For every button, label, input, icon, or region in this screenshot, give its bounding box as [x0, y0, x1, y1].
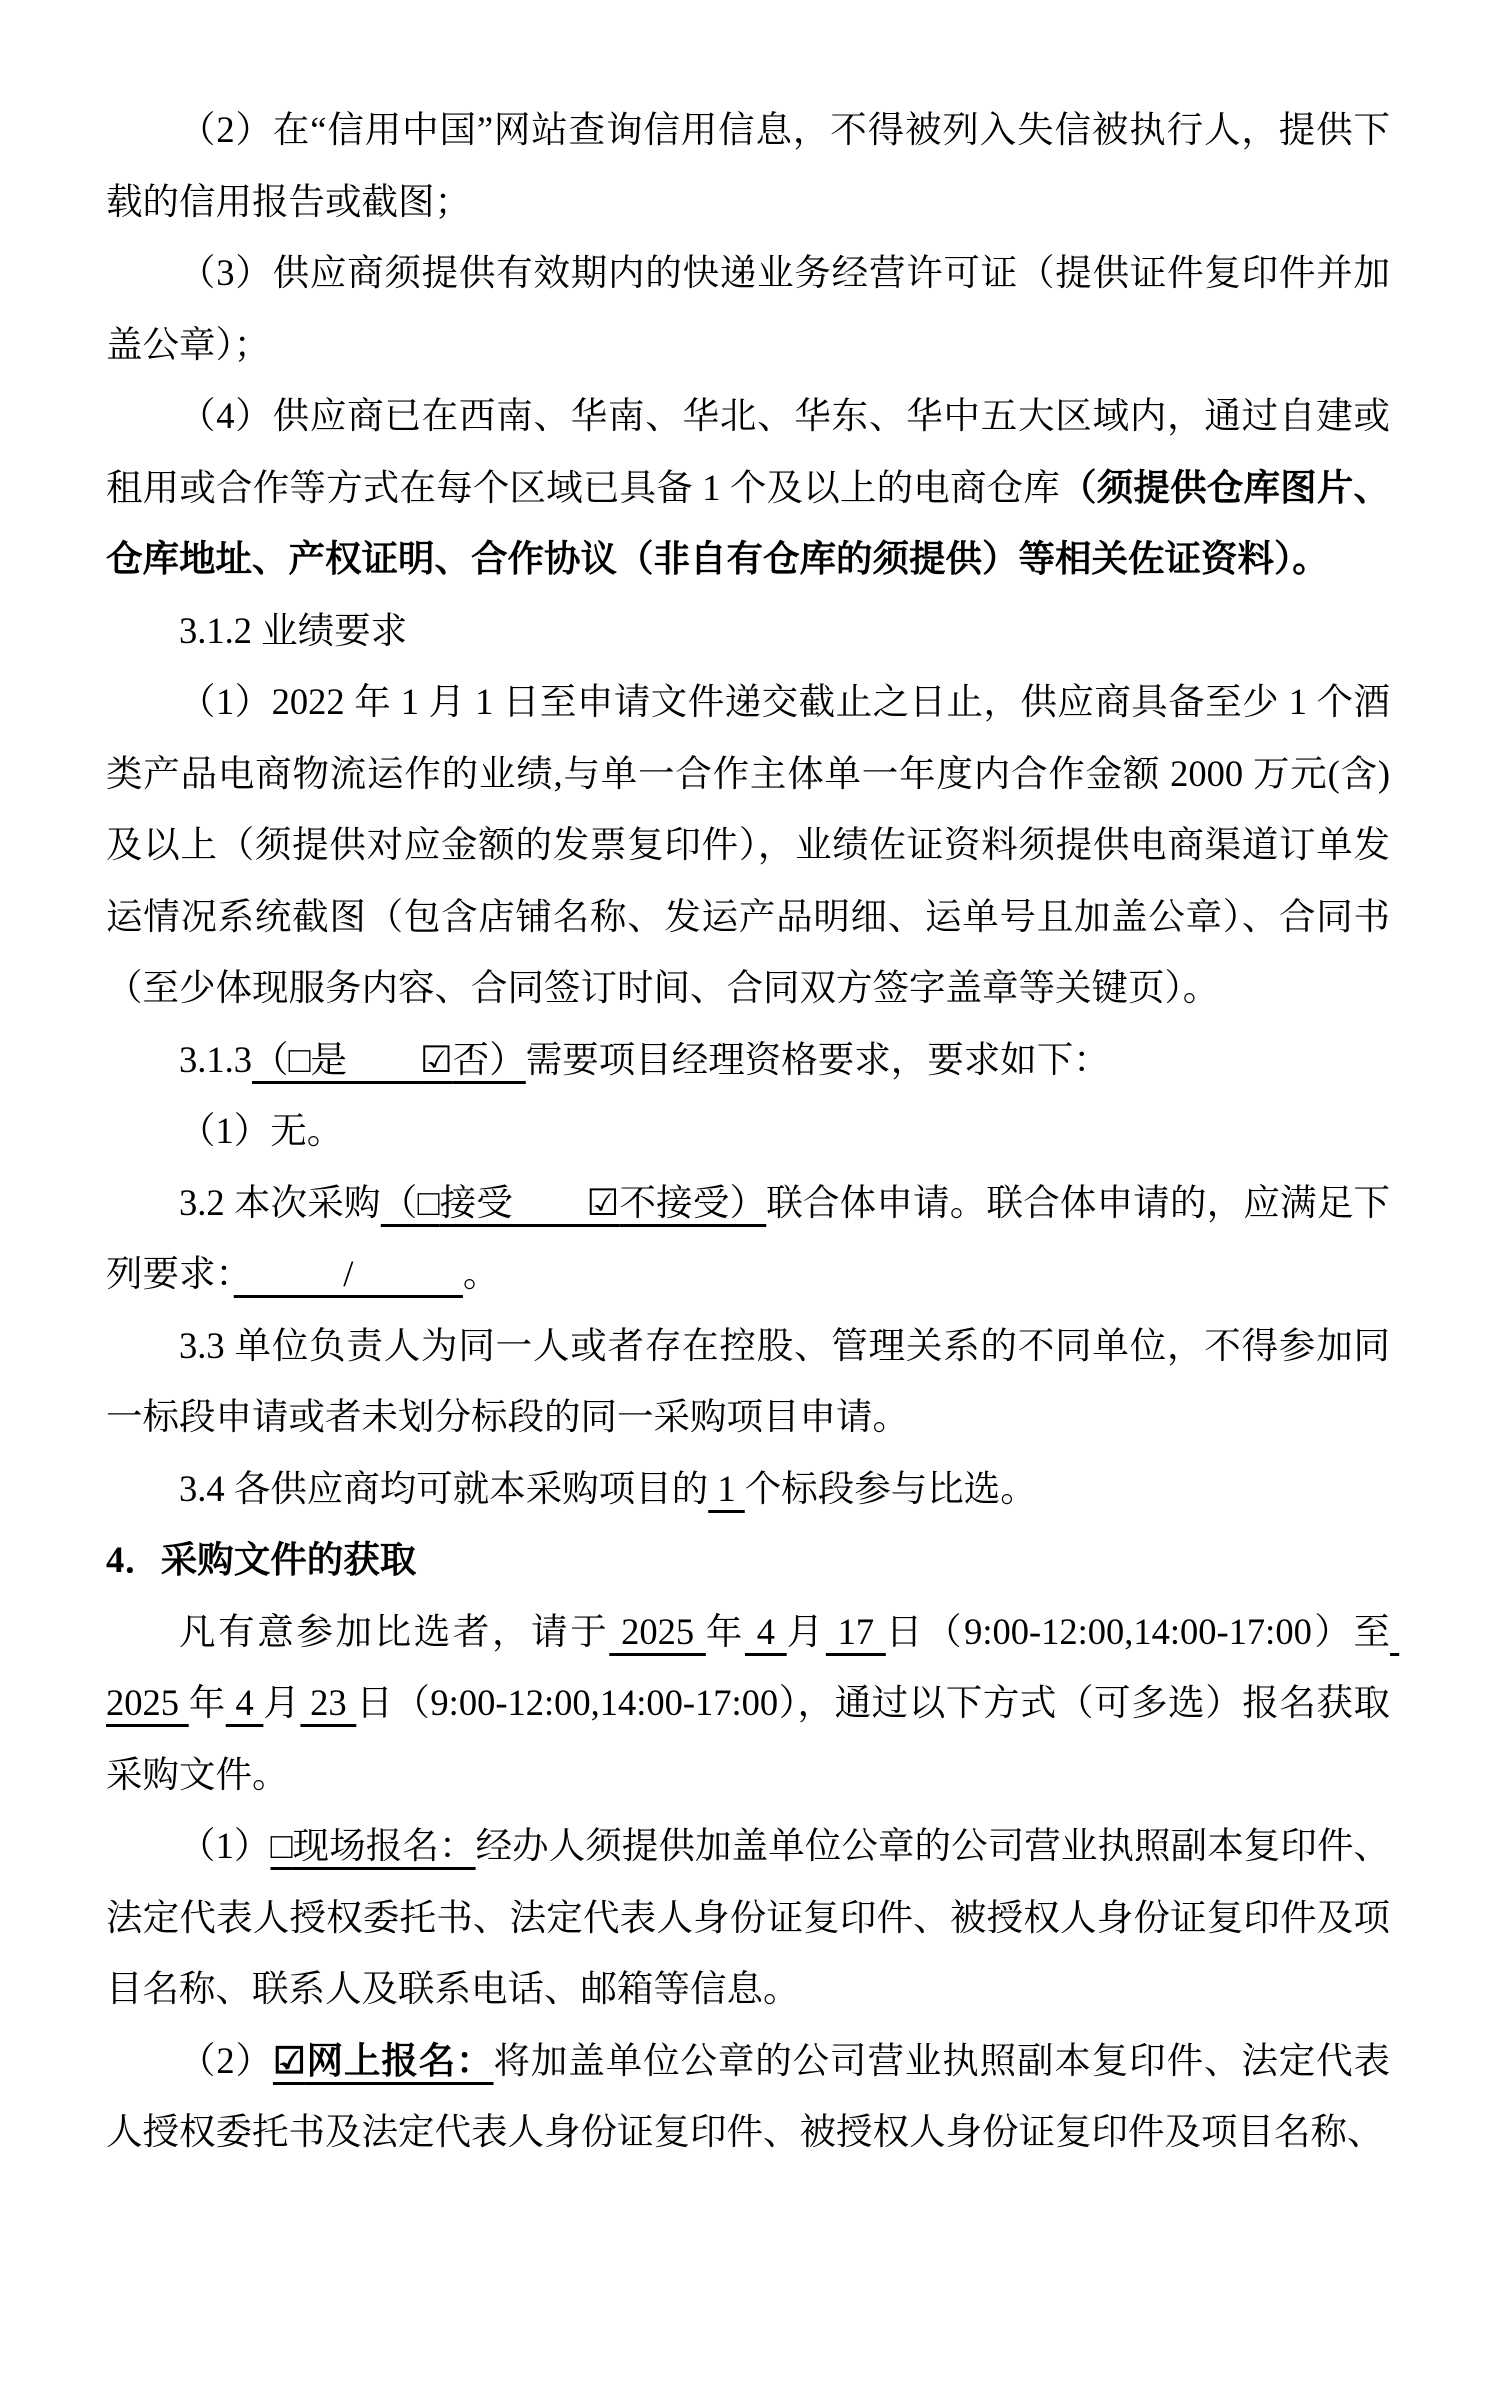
text-run: （2） — [179, 2039, 273, 2081]
start-year-value: 2025 — [609, 1610, 706, 1652]
para-online-registration — [106, 2025, 1390, 2168]
text-run: 3.1.3 — [179, 1038, 252, 1080]
start-day-value: 17 — [825, 1610, 886, 1652]
text-run: 。 — [462, 1253, 500, 1294]
text-run: 日（9:00-12:00,14:00-17:00），通过以下方式（可多选）报名获取采购文件。 — [106, 1682, 1390, 1795]
text-run: 4．采购文件的获取 — [106, 1539, 417, 1580]
text-run: （ — [380, 1181, 418, 1223]
checkbox-no-checked-icon: ☑ — [420, 1038, 453, 1080]
para-3-1-2-item-1 — [106, 666, 1390, 1024]
para-3-1-3-project-manager — [106, 1024, 1390, 1096]
para-obtain-schedule — [106, 1596, 1400, 1811]
text-run: 月 — [263, 1682, 301, 1723]
text-run: 否） — [452, 1038, 526, 1080]
end-month-value: 4 — [225, 1682, 264, 1723]
text-run: 3.4 各供应商均可就本采购项目的 — [179, 1467, 709, 1509]
text-run: 需要项目经理资格要求，要求如下： — [525, 1038, 1110, 1080]
checkbox-not-accept-checked-icon: ☑ — [586, 1181, 620, 1223]
checkbox-yes-unchecked-icon: □ — [288, 1038, 311, 1080]
text-run: 现场报名： — [292, 1825, 476, 1866]
text-run: 年 — [705, 1610, 745, 1652]
checkbox-onsite-unchecked-icon: □ — [270, 1825, 293, 1866]
text-run: 3.1.2 业绩要求 — [179, 609, 408, 651]
text-run: 接受 — [439, 1181, 587, 1223]
text-run: （ — [252, 1038, 289, 1080]
para-3-4-one-section — [106, 1453, 1390, 1525]
blank-slash-field: / — [233, 1253, 463, 1294]
section-count-value: 1 — [708, 1467, 745, 1509]
text-run: 凡有意参加比选者，请于 — [179, 1610, 610, 1652]
para-3-1-3-item-1-none — [106, 1095, 1390, 1167]
text-run: 联合体申请。联合体申请的，应满足下列要求： — [106, 1181, 1391, 1294]
para-onsite-registration — [106, 1810, 1390, 2025]
para-3-1-2-heading — [106, 595, 1390, 667]
text-run: （2）在“信用中国”网站查询信用信息，不得被列入失信被执行人，提供下载的信用报告或截图； — [106, 109, 1390, 222]
text-run: （1）2022 年 1 月 1 日至申请文件递交截止之日止，供应商具备至少 1 个酒类产品电商物流运作的业绩,与单一合作主体单一年度内合作金额 2000 万元(含)及以上（须提供对应金额的发票复印件），业绩佐证资料须提供电商渠道订单发运情况系统截图（包含店铺名称、发运产品明细、运单号且加盖公章）、合同书（至少体现服务内容、合同签订时间、合同双方签字盖章等关键页）。 — [106, 681, 1390, 1008]
para-item-4-warehouse — [106, 380, 1390, 595]
text-run: 网上报名： — [305, 2039, 494, 2081]
end-day-value: 23 — [300, 1682, 357, 1723]
text-run: 3.2 本次采购 — [179, 1181, 381, 1223]
start-month-value: 4 — [744, 1610, 787, 1652]
text-run: 将加盖单位公章的公司营业执照副本复印件、法定代表人授权委托书及法定代表人身份证复印件、被授权人身份证复印件及项目名称、 — [106, 2039, 1391, 2152]
document-body — [106, 94, 1400, 2168]
para-3-3-same-controller — [106, 1310, 1390, 1453]
para-item-3-express-license — [106, 237, 1390, 380]
text-run: （3）供应商须提供有效期内的快递业务经营许可证（提供证件复印件并加盖公章）； — [106, 252, 1390, 365]
text-run: 日（9:00-12:00,14:00-17:00）至 — [885, 1610, 1391, 1652]
text-run: 不接受） — [619, 1181, 767, 1223]
text-run: （4）供应商已在西南、华南、华北、华东、华中五大区域内，通过自建或租用或合作等方式在每个区域已具备 1 个及以上的电商仓库 — [106, 395, 1390, 508]
text-run: 个标段参与比选。 — [744, 1467, 1037, 1509]
checkbox-accept-unchecked-icon: □ — [417, 1181, 440, 1223]
text-run: 是 — [310, 1038, 421, 1080]
text-run: 3.3 单位负责人为同一人或者存在控股、管理关系的不同单位，不得参加同一标段申请或者未划分标段的同一采购项目申请。 — [106, 1324, 1390, 1437]
text-run: 年 — [188, 1682, 226, 1723]
para-section-4-heading — [106, 1524, 1390, 1596]
para-3-2-consortium — [106, 1167, 1390, 1310]
checkbox-online-checked-icon: ☑ — [272, 2039, 306, 2081]
text-run: 月 — [786, 1610, 826, 1652]
text-run: 经办人须提供加盖单位公章的公司营业执照副本复印件、法定代表人授权委托书、法定代表人身份证复印件、被授权人身份证复印件及项目名称、联系人及联系电话、邮箱等信息。 — [106, 1825, 1391, 2009]
text-run: （1） — [179, 1825, 271, 1866]
para-item-2-credit-china — [106, 94, 1390, 237]
end-year-value: 2025 — [106, 1610, 1400, 1723]
text-run: （1）无。 — [179, 1110, 344, 1151]
text-run: （须提供仓库图片、仓库地址、产权证明、合作协议（非自有仓库的须提供）等相关佐证资料）。 — [106, 466, 1391, 579]
